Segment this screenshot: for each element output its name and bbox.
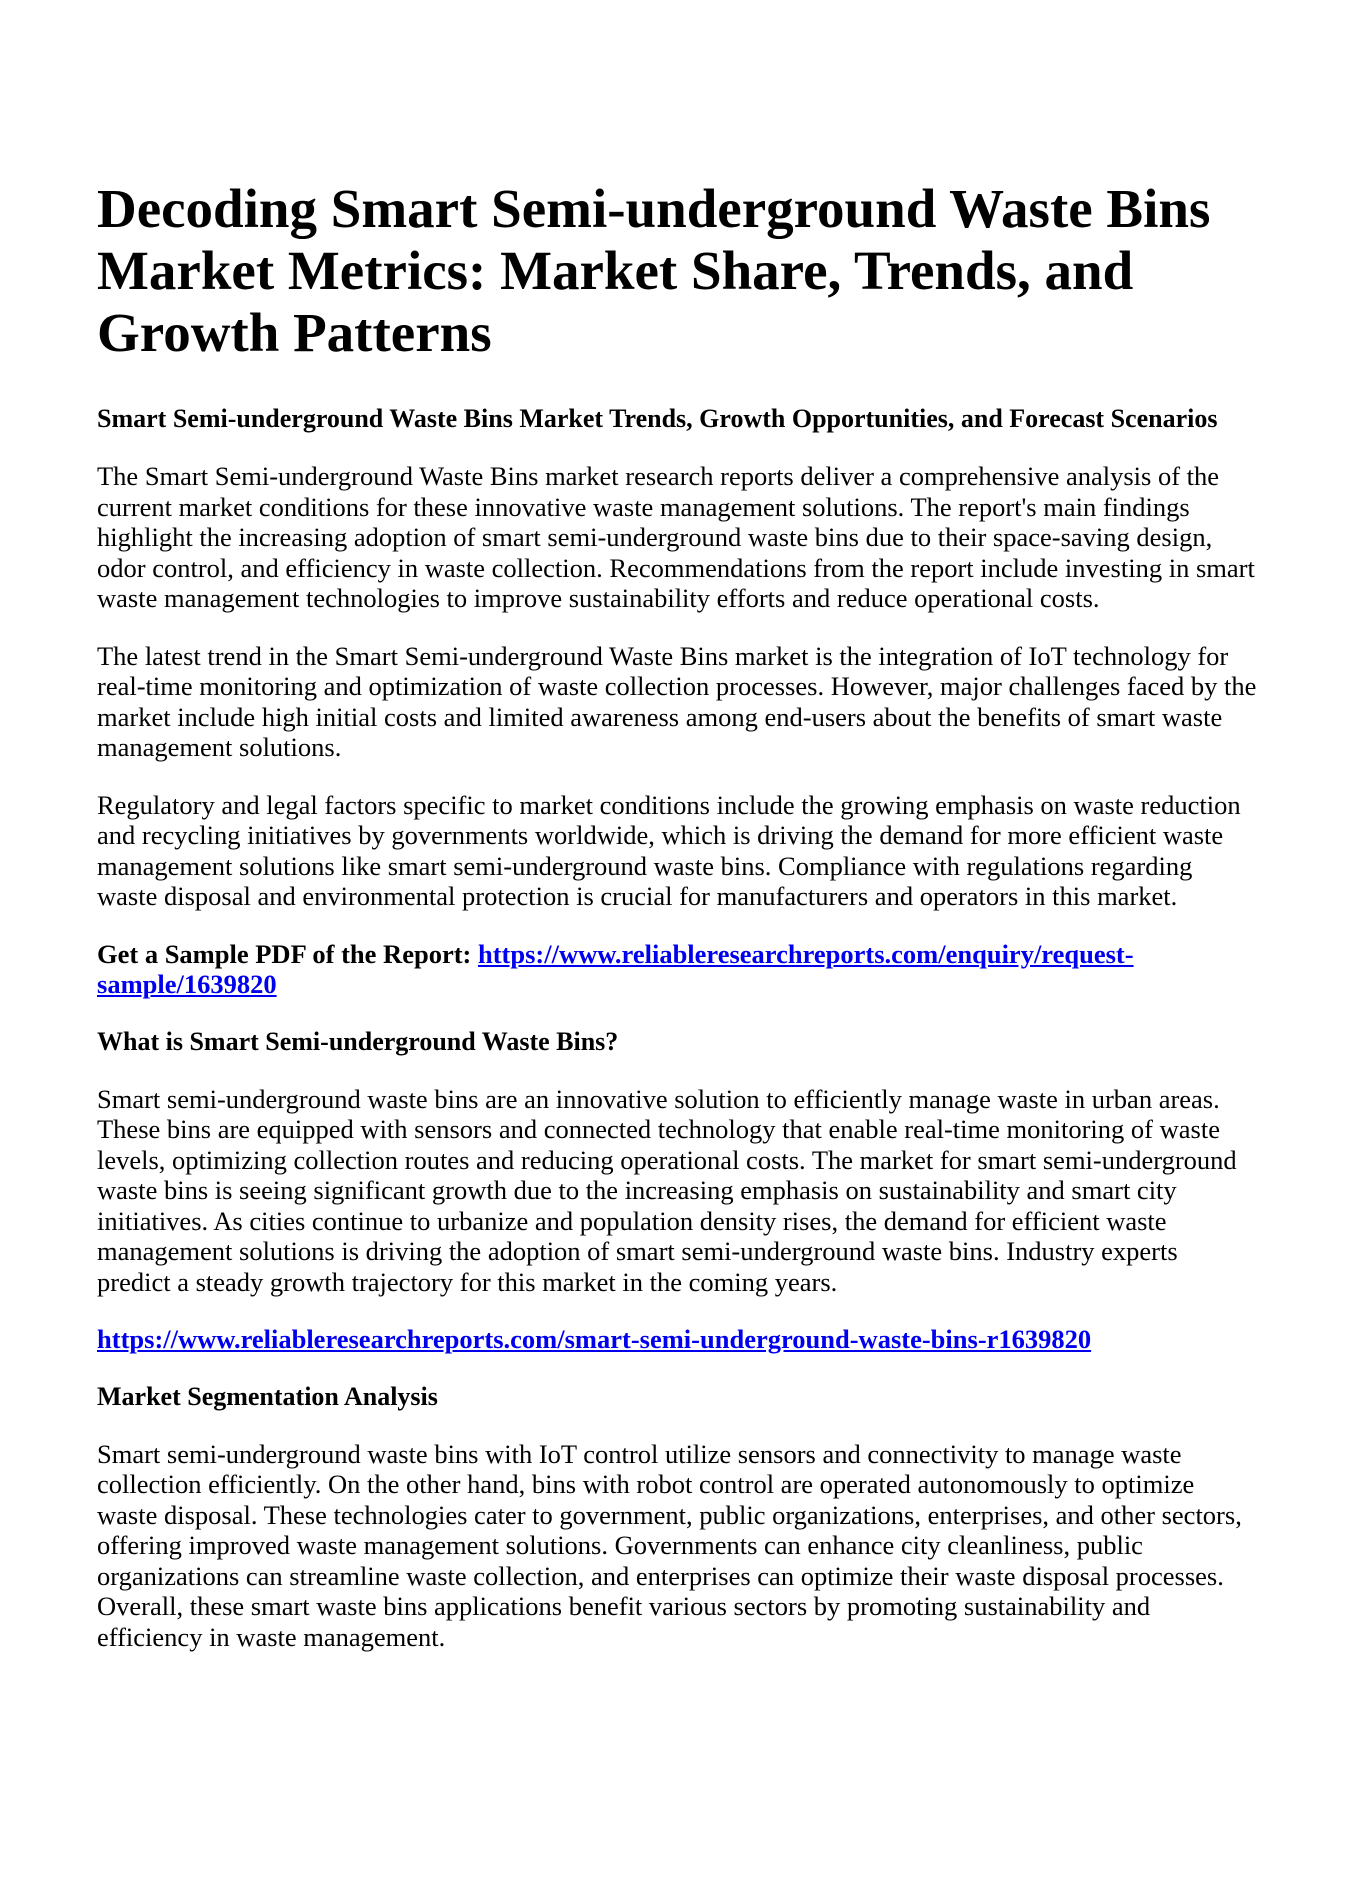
page-subtitle: Smart Semi-underground Waste Bins Market Trends, Growth Opportunities, and Forecast Scenarios	[97, 404, 1218, 433]
page-title: Decoding Smart Semi-underground Waste Bins Market Metrics: Market Share, Trends, and Growth Patterns	[97, 178, 1211, 363]
definition-paragraph: Smart semi-underground waste bins are an innovative solution to efficiently manage waste in urban areas. These bins are equipped with sensors and connected technology that enable real-time monitoring of waste levels, optimizing collection routes and reducing operational costs. The market for smart semi-underground waste bins is seeing significant growth due to the increasing emphasis on sustainability and smart city initiatives. As cities continue to urbanize and population density rises, the demand for efficient waste management solutions is driving the adoption of smart semi-underground waste bins. Industry experts predict a steady growth trajectory for this market in the coming years.	[97, 1083, 1237, 1297]
intro-paragraph: The Smart Semi-underground Waste Bins market research reports deliver a comprehensive analysis of the current market conditions for these innovative waste management solutions. The report's main findings highlight the increasing adoption of smart semi-underground waste bins due to their space-saving design, odor control, and efficiency in waste collection. Recommendations from the report include investing in smart waste management technologies to improve sustainability efforts and reduce operational costs.	[97, 461, 1255, 613]
report-link-line	[97, 1324, 1257, 1355]
sample-pdf-line	[97, 939, 1257, 1000]
sample-pdf-label: Get a Sample PDF of the Report:	[97, 938, 478, 969]
document-page	[97, 178, 1257, 1679]
trends-paragraph: The latest trend in the Smart Semi-underground Waste Bins market is the integration of IoT technology for real-time monitoring and optimization of waste collection processes. However, major challenges faced by the market include high initial costs and limited awareness among end-users about the benefits of smart waste management solutions.	[97, 640, 1257, 762]
report-link[interactable]: https://www.reliableresearchreports.com/smart-semi-underground-waste-bins-r1639820	[97, 1324, 1092, 1354]
segmentation-heading: Market Segmentation Analysis	[97, 1381, 438, 1411]
what-is-heading: What is Smart Semi-underground Waste Bins?	[97, 1026, 619, 1056]
sample-pdf-link[interactable]: https://www.reliableresearchreports.com/enquiry/request-sample/1639820	[97, 938, 1134, 999]
segmentation-paragraph: Smart semi-underground waste bins with IoT control utilize sensors and connectivity to manage waste collection efficiently. On the other hand, bins with robot control are operated autonomously to optimize waste disposal. These technologies cater to government, public organizations, enterprises, and other sectors, offering improved waste management solutions. Governments can enhance city cleanliness, public organizations can streamline waste collection, and enterprises can optimize their waste disposal processes. Overall, these smart waste bins applications benefit various sectors by promoting sustainability and efficiency in waste management.	[97, 1438, 1242, 1652]
regulatory-paragraph: Regulatory and legal factors specific to market conditions include the growing emphasis on waste reduction and recycling initiatives by governments worldwide, which is driving the demand for more efficient waste management solutions like smart semi-underground waste bins. Compliance with regulations regarding waste disposal and environmental protection is crucial for manufacturers and operators in this market.	[97, 789, 1241, 911]
